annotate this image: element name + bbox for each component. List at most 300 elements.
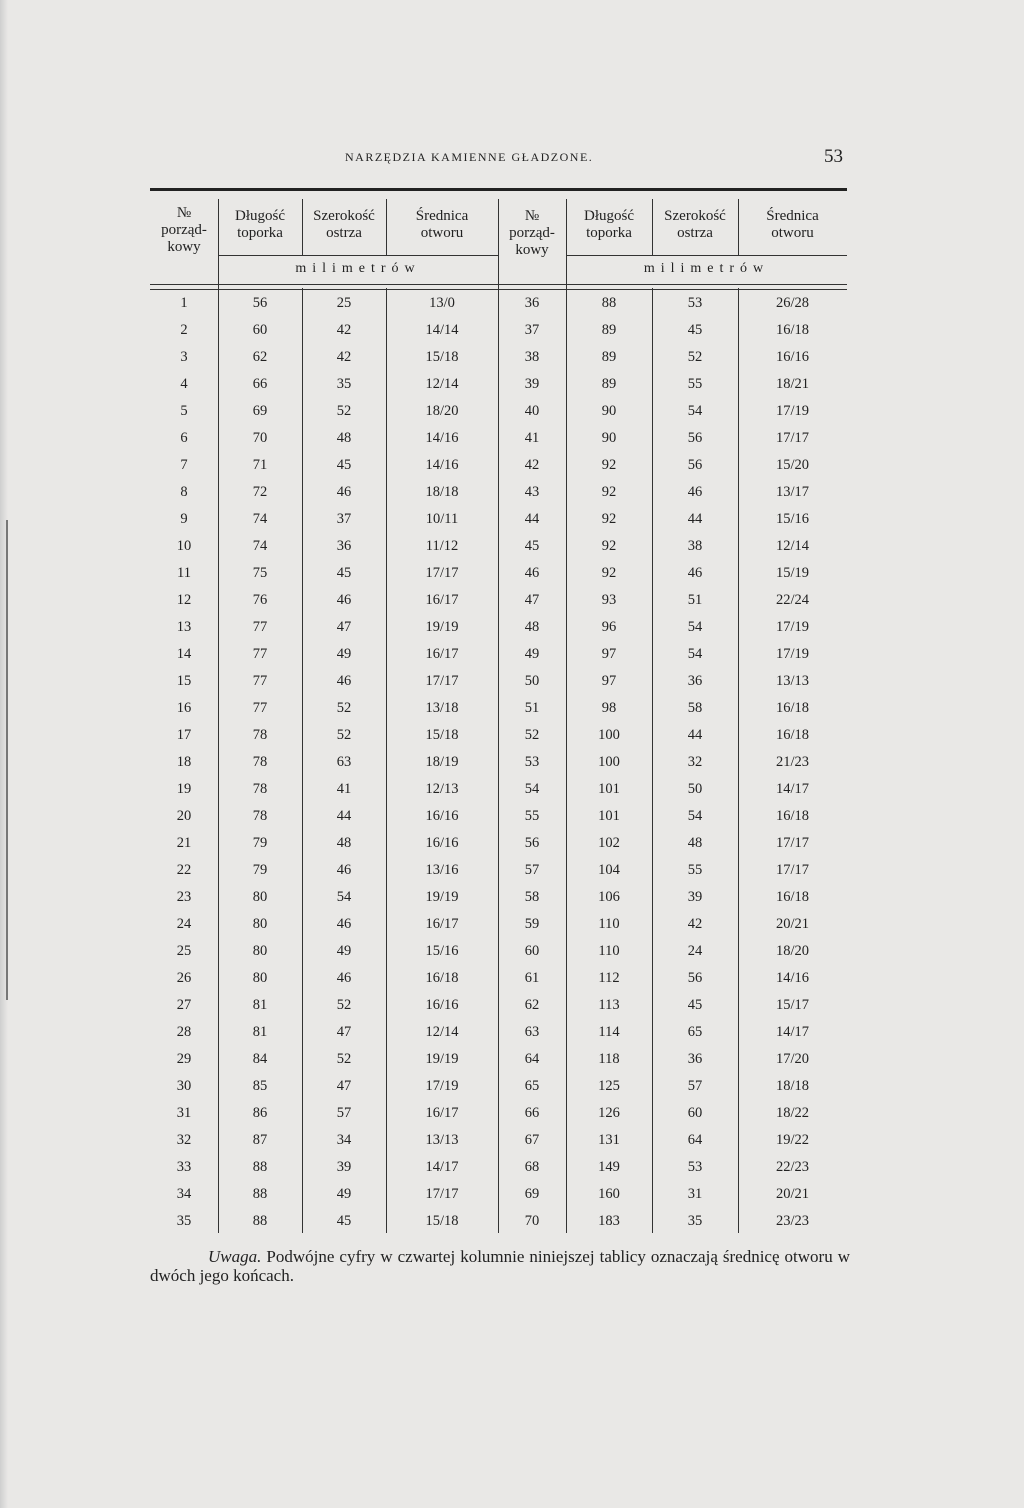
diameter-value: 16/18	[425, 970, 459, 986]
row-number: 33	[176, 1159, 192, 1175]
length-value: 85	[252, 1078, 268, 1094]
length-value: 80	[252, 916, 268, 932]
row-number: 35	[176, 1213, 192, 1229]
table-row	[150, 749, 847, 776]
row-number: 13	[176, 619, 192, 635]
width-value: 52	[336, 727, 352, 743]
row-number: 49	[524, 646, 540, 662]
row-number: 14	[176, 646, 192, 662]
footnote-text: Podwójne cyfry w czwartej kolumnie niniejszej tablicy oznaczają średnicę otworu w dwóch jego końcach.	[150, 1247, 851, 1285]
table-row	[150, 587, 847, 614]
width-value: 39	[336, 1159, 352, 1175]
row-number: 19	[176, 781, 192, 797]
length-value: 79	[252, 835, 268, 851]
row-number: 26	[176, 970, 192, 986]
length-value: 87	[252, 1132, 268, 1148]
header-vline	[566, 199, 567, 288]
width-value: 32	[687, 754, 703, 770]
row-number: 41	[524, 430, 540, 446]
row-number: 66	[524, 1105, 540, 1121]
diameter-value: 17/19	[775, 619, 810, 635]
length-value: 112	[598, 970, 620, 986]
diameter-value: 19/19	[425, 889, 459, 905]
width-value: 57	[336, 1105, 352, 1121]
diameter-value: 15/19	[775, 565, 810, 581]
length-value: 81	[252, 997, 268, 1013]
header-length-left: Długość toporka	[235, 208, 285, 241]
length-value: 89	[601, 349, 617, 365]
diameter-value: 14/17	[775, 1024, 810, 1040]
table-row	[150, 668, 847, 695]
row-number: 1	[180, 295, 188, 311]
row-number: 46	[524, 565, 540, 581]
diameter-value: 16/16	[425, 997, 459, 1013]
row-number: 34	[176, 1186, 192, 1202]
row-number: 59	[524, 916, 540, 932]
header-vline	[498, 199, 499, 288]
row-number: 28	[176, 1024, 192, 1040]
footnote-label: Uwaga.	[208, 1247, 262, 1266]
length-value: 92	[601, 457, 617, 473]
width-value: 38	[687, 538, 703, 554]
width-value: 55	[687, 376, 703, 392]
length-value: 78	[252, 727, 268, 743]
length-value: 71	[252, 457, 268, 473]
row-number: 36	[524, 295, 540, 311]
diameter-value: 23/23	[775, 1213, 810, 1229]
width-value: 46	[336, 970, 352, 986]
length-value: 106	[598, 889, 620, 905]
row-number: 27	[176, 997, 192, 1013]
width-value: 34	[336, 1132, 352, 1148]
width-value: 44	[687, 511, 703, 527]
width-value: 50	[687, 781, 703, 797]
width-value: 25	[336, 295, 352, 311]
diameter-value: 12/14	[775, 538, 810, 554]
width-value: 48	[336, 430, 352, 446]
table-row	[150, 965, 847, 992]
width-value: 53	[687, 295, 703, 311]
diameter-value: 18/18	[775, 1078, 810, 1094]
row-number: 2	[180, 322, 188, 338]
table-row	[150, 722, 847, 749]
width-value: 46	[687, 565, 703, 581]
length-value: 77	[252, 646, 268, 662]
table-row	[150, 425, 847, 452]
header-vline	[302, 199, 303, 255]
measurement-table	[150, 188, 847, 1233]
diameter-value: 16/16	[425, 808, 459, 824]
width-value: 51	[687, 592, 703, 608]
length-value: 149	[598, 1159, 620, 1175]
diameter-value: 18/19	[425, 754, 459, 770]
table-row	[150, 1046, 847, 1073]
row-number: 18	[176, 754, 192, 770]
row-number: 61	[524, 970, 540, 986]
length-value: 78	[252, 808, 268, 824]
diameter-value: 14/16	[425, 457, 459, 473]
row-number: 51	[524, 700, 540, 716]
table-body	[150, 288, 847, 1233]
width-value: 35	[336, 376, 352, 392]
table-row	[150, 776, 847, 803]
width-value: 24	[687, 943, 703, 959]
length-value: 92	[601, 538, 617, 554]
table-row	[150, 479, 847, 506]
width-value: 56	[687, 970, 703, 986]
table-row	[150, 506, 847, 533]
table-header	[150, 191, 847, 288]
width-value: 65	[687, 1024, 703, 1040]
width-value: 53	[687, 1159, 703, 1175]
diameter-value: 22/24	[775, 592, 810, 608]
diameter-value: 12/14	[425, 376, 459, 392]
length-value: 104	[598, 862, 620, 878]
width-value: 48	[687, 835, 703, 851]
header-num-left: № porząd- kowy	[161, 205, 207, 255]
diameter-value: 12/13	[425, 781, 459, 797]
row-number: 39	[524, 376, 540, 392]
width-value: 35	[687, 1213, 703, 1229]
diameter-value: 16/16	[425, 835, 459, 851]
row-number: 64	[524, 1051, 540, 1067]
width-value: 52	[687, 349, 703, 365]
diameter-value: 12/14	[425, 1024, 459, 1040]
row-number: 65	[524, 1078, 540, 1094]
diameter-value: 16/18	[775, 322, 810, 338]
row-number: 12	[176, 592, 192, 608]
table-row	[150, 290, 847, 317]
row-number: 70	[524, 1213, 540, 1229]
diameter-value: 17/17	[775, 862, 810, 878]
length-value: 93	[601, 592, 617, 608]
diameter-value: 16/17	[425, 646, 459, 662]
length-value: 100	[598, 754, 620, 770]
width-value: 42	[336, 322, 352, 338]
width-value: 49	[336, 646, 352, 662]
diameter-value: 15/18	[425, 349, 459, 365]
length-value: 60	[252, 322, 268, 338]
table-row	[150, 884, 847, 911]
width-value: 46	[336, 592, 352, 608]
diameter-value: 16/18	[775, 889, 810, 905]
diameter-value: 18/20	[775, 943, 810, 959]
width-value: 45	[687, 997, 703, 1013]
length-value: 88	[252, 1186, 268, 1202]
width-value: 45	[336, 565, 352, 581]
table-row	[150, 614, 847, 641]
length-value: 110	[598, 943, 620, 959]
row-number: 57	[524, 862, 540, 878]
diameter-value: 19/19	[425, 619, 459, 635]
length-value: 100	[598, 727, 620, 743]
width-value: 56	[687, 430, 703, 446]
length-value: 114	[598, 1024, 620, 1040]
diameter-value: 15/20	[775, 457, 810, 473]
diameter-value: 14/17	[425, 1159, 459, 1175]
width-value: 60	[687, 1105, 703, 1121]
length-value: 101	[598, 808, 620, 824]
diameter-value: 14/16	[775, 970, 810, 986]
diameter-value: 17/17	[775, 430, 810, 446]
header-width-left: Szerokość ostrza	[313, 208, 375, 241]
row-number: 62	[524, 997, 540, 1013]
table-row	[150, 398, 847, 425]
diameter-value: 15/16	[775, 511, 810, 527]
length-value: 88	[252, 1159, 268, 1175]
width-value: 49	[336, 1186, 352, 1202]
row-number: 10	[176, 538, 192, 554]
width-value: 47	[336, 1024, 352, 1040]
length-value: 131	[598, 1132, 620, 1148]
footnote	[150, 1247, 850, 1285]
row-number: 31	[176, 1105, 192, 1121]
diameter-value: 18/22	[775, 1105, 810, 1121]
diameter-value: 26/28	[775, 295, 810, 311]
diameter-value: 17/17	[425, 673, 459, 689]
length-value: 76	[252, 592, 268, 608]
diameter-value: 17/20	[775, 1051, 810, 1067]
length-value: 69	[252, 403, 268, 419]
table-row	[150, 695, 847, 722]
table-row	[150, 344, 847, 371]
length-value: 81	[252, 1024, 268, 1040]
length-value: 92	[601, 565, 617, 581]
table-row	[150, 830, 847, 857]
row-number: 30	[176, 1078, 192, 1094]
running-head: NARZĘDZIA KAMIENNE GŁADZONE.	[345, 150, 594, 164]
row-number: 48	[524, 619, 540, 635]
diameter-value: 19/19	[425, 1051, 459, 1067]
diameter-value: 16/16	[775, 349, 810, 365]
width-value: 58	[687, 700, 703, 716]
length-value: 78	[252, 781, 268, 797]
table-row	[150, 371, 847, 398]
row-number: 53	[524, 754, 540, 770]
table-row	[150, 1181, 847, 1208]
length-value: 74	[252, 511, 268, 527]
width-value: 46	[336, 484, 352, 500]
length-value: 86	[252, 1105, 268, 1121]
length-value: 72	[252, 484, 268, 500]
header-vline	[218, 199, 219, 288]
length-value: 125	[598, 1078, 620, 1094]
diameter-value: 17/17	[425, 1186, 459, 1202]
length-value: 113	[598, 997, 620, 1013]
row-number: 54	[524, 781, 540, 797]
diameter-value: 16/17	[425, 1105, 459, 1121]
width-value: 44	[336, 808, 352, 824]
length-value: 74	[252, 538, 268, 554]
diameter-value: 22/23	[775, 1159, 810, 1175]
diameter-value: 13/17	[775, 484, 810, 500]
table-row	[150, 857, 847, 884]
row-number: 7	[180, 457, 188, 473]
row-number: 45	[524, 538, 540, 554]
row-number: 67	[524, 1132, 540, 1148]
diameter-value: 19/22	[775, 1132, 810, 1148]
diameter-value: 16/17	[425, 916, 459, 932]
length-value: 97	[601, 646, 617, 662]
diameter-value: 16/18	[775, 727, 810, 743]
row-number: 9	[180, 511, 188, 527]
header-width-right: Szerokość ostrza	[664, 208, 726, 241]
width-value: 42	[336, 349, 352, 365]
diameter-value: 17/19	[775, 403, 810, 419]
width-value: 52	[336, 700, 352, 716]
width-value: 55	[687, 862, 703, 878]
width-value: 54	[687, 646, 703, 662]
length-value: 90	[601, 403, 617, 419]
diameter-value: 11/12	[425, 538, 459, 554]
length-value: 77	[252, 700, 268, 716]
length-value: 80	[252, 889, 268, 905]
row-number: 4	[180, 376, 188, 392]
diameter-value: 15/17	[775, 997, 810, 1013]
diameter-value: 21/23	[775, 754, 810, 770]
length-value: 89	[601, 322, 617, 338]
diameter-value: 20/21	[775, 916, 810, 932]
width-value: 48	[336, 835, 352, 851]
diameter-value: 16/17	[425, 592, 459, 608]
table-row	[150, 452, 847, 479]
width-value: 54	[336, 889, 352, 905]
width-value: 46	[687, 484, 703, 500]
row-number: 24	[176, 916, 192, 932]
header-diameter-left: Średnica otworu	[415, 208, 469, 241]
width-value: 57	[687, 1078, 703, 1094]
length-value: 160	[598, 1186, 620, 1202]
page-number: 53	[824, 146, 843, 167]
length-value: 80	[252, 970, 268, 986]
header-length-right: Długość toporka	[584, 208, 634, 241]
length-value: 70	[252, 430, 268, 446]
header-divider-left	[218, 255, 498, 256]
diameter-value: 13/18	[425, 700, 459, 716]
table-row	[150, 317, 847, 344]
row-number: 40	[524, 403, 540, 419]
row-number: 50	[524, 673, 540, 689]
row-number: 6	[180, 430, 188, 446]
table-row	[150, 992, 847, 1019]
header-vline	[652, 199, 653, 255]
diameter-value: 17/19	[425, 1078, 459, 1094]
width-value: 46	[336, 673, 352, 689]
width-value: 56	[687, 457, 703, 473]
width-value: 46	[336, 916, 352, 932]
length-value: 77	[252, 673, 268, 689]
length-value: 75	[252, 565, 268, 581]
row-number: 44	[524, 511, 540, 527]
row-number: 17	[176, 727, 192, 743]
length-value: 183	[598, 1213, 620, 1229]
header-diameter-right: Średnica otworu	[766, 208, 819, 241]
length-value: 90	[601, 430, 617, 446]
width-value: 44	[687, 727, 703, 743]
row-number: 20	[176, 808, 192, 824]
row-number: 22	[176, 862, 192, 878]
header-vline	[738, 199, 739, 255]
row-number: 3	[180, 349, 188, 365]
row-number: 15	[176, 673, 192, 689]
width-value: 54	[687, 403, 703, 419]
header-num-right: № porząd- kowy	[509, 208, 555, 258]
row-number: 52	[524, 727, 540, 743]
length-value: 62	[252, 349, 268, 365]
width-value: 52	[336, 997, 352, 1013]
table-row	[150, 641, 847, 668]
row-number: 21	[176, 835, 192, 851]
width-value: 37	[336, 511, 352, 527]
width-value: 42	[687, 916, 703, 932]
width-value: 52	[336, 403, 352, 419]
length-value: 88	[252, 1213, 268, 1229]
width-value: 36	[336, 538, 352, 554]
length-value: 84	[252, 1051, 268, 1067]
table-row	[150, 1208, 847, 1235]
header-divider-right	[566, 255, 847, 256]
table-row	[150, 1154, 847, 1181]
width-value: 45	[336, 457, 352, 473]
length-value: 66	[252, 376, 268, 392]
length-value: 89	[601, 376, 617, 392]
row-number: 37	[524, 322, 540, 338]
diameter-value: 17/19	[775, 646, 810, 662]
length-value: 101	[598, 781, 620, 797]
width-value: 52	[336, 1051, 352, 1067]
diameter-value: 16/18	[775, 700, 810, 716]
diameter-value: 17/17	[425, 565, 459, 581]
width-value: 46	[336, 862, 352, 878]
width-value: 47	[336, 1078, 352, 1094]
diameter-value: 15/16	[425, 943, 459, 959]
diameter-value: 13/13	[425, 1132, 459, 1148]
row-number: 55	[524, 808, 540, 824]
table-row	[150, 1019, 847, 1046]
width-value: 49	[336, 943, 352, 959]
row-number: 29	[176, 1051, 192, 1067]
diameter-value: 17/17	[775, 835, 810, 851]
diameter-value: 18/18	[425, 484, 459, 500]
table-row	[150, 1100, 847, 1127]
diameter-value: 14/16	[425, 430, 459, 446]
table-row	[150, 803, 847, 830]
diameter-value: 16/18	[775, 808, 810, 824]
diameter-value: 14/14	[425, 322, 459, 338]
row-number: 42	[524, 457, 540, 473]
row-number: 58	[524, 889, 540, 905]
width-value: 64	[687, 1132, 703, 1148]
row-number: 23	[176, 889, 192, 905]
header-units-left: milimetrów	[295, 261, 421, 276]
row-number: 60	[524, 943, 540, 959]
row-number: 43	[524, 484, 540, 500]
width-value: 45	[687, 322, 703, 338]
length-value: 96	[601, 619, 617, 635]
width-value: 36	[687, 1051, 703, 1067]
row-number: 69	[524, 1186, 540, 1202]
length-value: 97	[601, 673, 617, 689]
row-number: 56	[524, 835, 540, 851]
length-value: 110	[598, 916, 620, 932]
diameter-value: 18/21	[775, 376, 810, 392]
row-number: 38	[524, 349, 540, 365]
table-row	[150, 560, 847, 587]
width-value: 39	[687, 889, 703, 905]
length-value: 118	[598, 1051, 620, 1067]
length-value: 88	[601, 295, 617, 311]
diameter-value: 15/18	[425, 1213, 459, 1229]
